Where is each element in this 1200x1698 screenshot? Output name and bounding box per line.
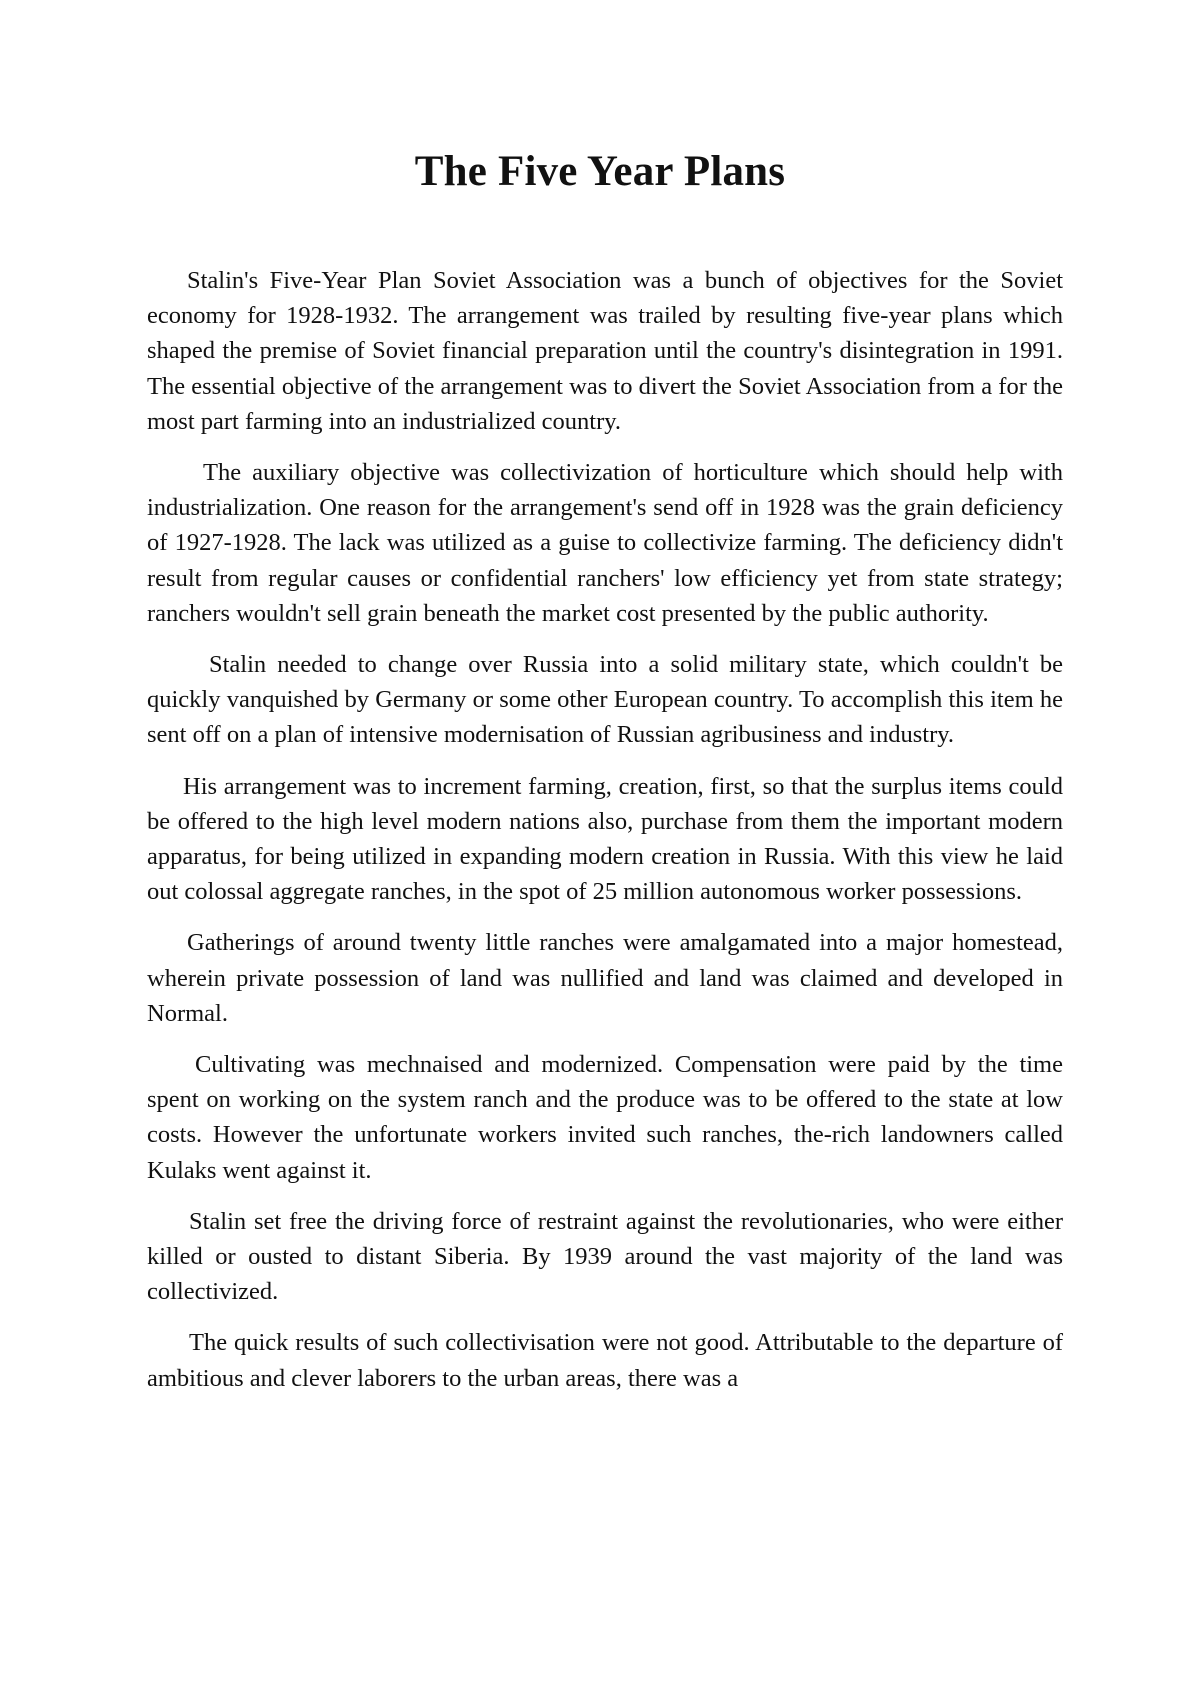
document-body (147, 263, 1063, 1412)
paragraph-8: The quick results of such collectivisation were not good. Attributable to the departure of ambitious and clever laborers to the urban areas, there was a (147, 1329, 1063, 1392)
paragraph-3: Stalin needed to change over Russia into a solid military state, which couldn't be quickly vanquished by Germany or some other European country. To accomplish this item he sent off on a plan of intensive modernisation of Russian agribusiness and industry. (147, 651, 1063, 749)
paragraph-1: Stalin's Five-Year Plan Soviet Association was a bunch of objectives for the Soviet economy for 1928-1932. The arrangement was trailed by resulting five-year plans which shaped the premise of Soviet financial preparation until the country's disintegration in 1991. The essential objective of the arrangement was to divert the Soviet Association from a for the most part farming into an industrialized country. (147, 267, 1063, 435)
page-title: The Five Year Plans (414, 148, 786, 195)
paragraph-5: Gatherings of around twenty little ranches were amalgamated into a major homestead, wherein private possession of land was nullified and land was claimed and developed in Normal. (147, 929, 1063, 1027)
paragraph-7: Stalin set free the driving force of restraint against the revolutionaries, who were either killed or ousted to distant Siberia. By 1939 around the vast majority of the land was collectivized. (147, 1207, 1063, 1306)
paragraph-2: The auxiliary objective was collectivization of horticulture which should help with industrialization. One reason for the arrangement's send off in 1928 was the grain deficiency of 1927-1928. The lack was utilized as a guise to collectivize farming. The deficiency didn't result from regular causes or confidential ranchers' low efficiency yet from state strategy; ranchers wouldn't sell grain beneath the market cost presented by the public authority. (147, 459, 1063, 627)
paragraph-4: His arrangement was to increment farming, creation, first, so that the surplus items could be offered to the high level modern nations also, purchase from them the important modern apparatus, for being utilized in expanding modern creation in Russia. With this view he laid out colossal aggregate ranches, in the spot of 25 million autonomous worker possessions. (147, 772, 1063, 906)
paragraph-6: Cultivating was mechnaised and modernized. Compensation were paid by the time spent on working on the system ranch and the produce was to be offered to the state at low costs. However the unfortunate workers invited such ranches, the-rich landowners called Kulaks went against it. (147, 1051, 1063, 1184)
